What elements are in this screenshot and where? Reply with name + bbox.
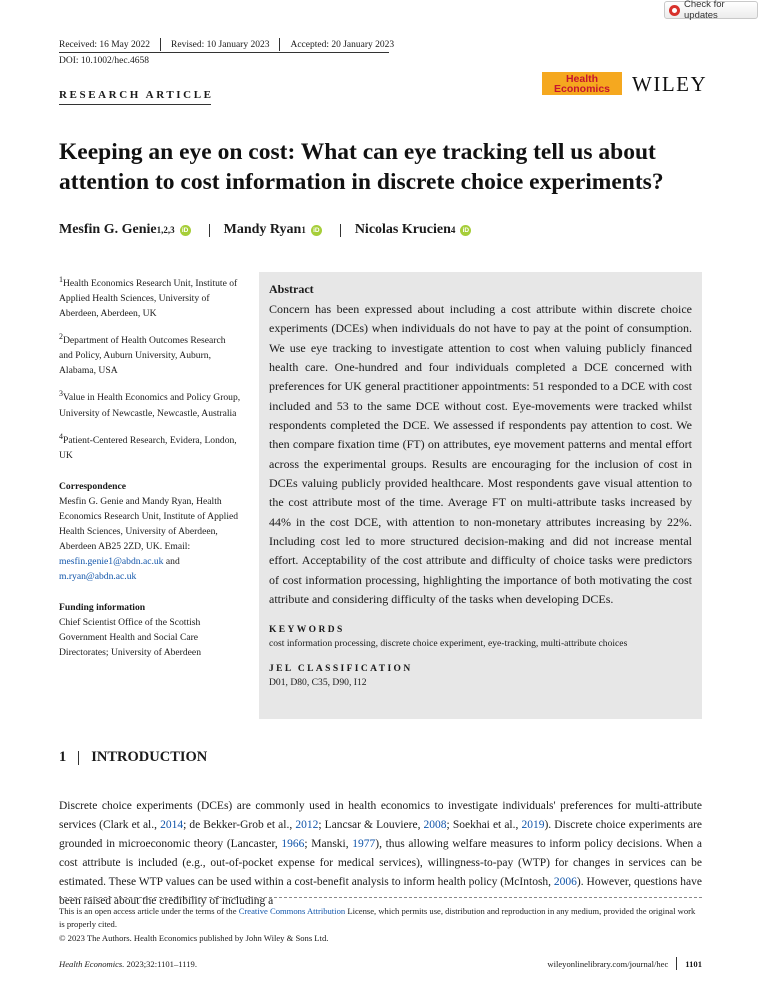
footer-url[interactable]: wileyonlinelibrary.com/journal/hec <box>547 958 669 969</box>
affiliation <box>59 429 241 463</box>
affiliation-number: 4 <box>59 431 63 441</box>
email-link[interactable]: m.ryan@abdn.ac.uk <box>59 570 137 582</box>
keywords-text: cost information processing, discrete choice experiment, eye-tracking, multi-attribute choices <box>269 637 628 649</box>
author-affiliation-sup: 1 <box>301 225 306 235</box>
page-footer <box>59 957 702 970</box>
jel-text: D01, D80, C35, D90, I12 <box>269 676 367 688</box>
divider <box>209 224 210 237</box>
citation-link[interactable]: 2014 <box>160 819 184 832</box>
health-economics-logo <box>542 72 622 95</box>
license-link[interactable]: Creative Commons Attribution <box>238 906 346 916</box>
orcid-icon[interactable]: iD <box>311 225 322 236</box>
keywords-heading: KEYWORDS <box>269 624 345 635</box>
divider <box>78 751 79 765</box>
orcid-icon[interactable]: iD <box>180 225 191 236</box>
crossmark-icon <box>669 5 680 16</box>
intro-text: ), thus allowing welfare measures to inform policy decisions. When a cost attribute is included (e.g., out-of-pocket expense for medical services), willingness-to-pay (WTP) for changes in services can be estimated. These WTP values can be used within a cost-benefit analysis to inform health policy (McIntosh, <box>59 838 702 889</box>
doi[interactable]: DOI: 10.1002/hec.4658 <box>59 56 149 66</box>
email-label: Email: <box>164 540 191 552</box>
intro-text: ; de Bekker-Grob et al., <box>183 819 296 832</box>
citation-link[interactable]: 2019 <box>521 819 545 832</box>
wiley-logo: WILEY <box>632 72 708 96</box>
copyright: © 2023 The Authors. Health Economics published by John Wiley & Sons Ltd. <box>59 933 329 943</box>
abstract-text: Concern has been expressed about including a cost attribute within discrete choice experiments (DCEs) when individuals do not have to pay at the point of consumption. We use eye tracking to investigate attention to cost when valuing publicly financed health care. One-hundred and four individuals completed a DCE concerned with preferences for UK general practitioner appointments: 51 responded to a DCE with cost included and 53 to the same DCE without cost. Eye-movements were tracked whilst respondents completed the DCE. We assessed if respondents pay attention to cost. We then compare fixation time (FT) on attributes, eye movement patterns and mental effort across the experimental groups. Results are encouraging for the inclusion of cost in DCEs valuing publicly provided healthcare. Most respondents gave visual attention to the cost attribute most of the time. Average FT on multi-attribute tasks increased by 44% in the cost DCE, with attention to non-monetary attributes increasing by 22%. Including cost led to more structured decision-making and did not increase mental effort. Acceptability of the cost attribute and difficulty of choice tasks were predictors of cost information processing, highlighting the importance of both motivating the cost attribute and considering difficulty of the tasks when developing DCEs. <box>269 302 692 607</box>
email-and: and <box>163 555 180 567</box>
sidebar <box>59 272 241 668</box>
footnote-divider <box>59 897 702 898</box>
affiliation-text: Patient-Centered Research, Evidera, London, UK <box>59 434 237 461</box>
affiliation-text: Department of Health Outcomes Research and Policy, Auburn University, Auburn, Alabama, USA <box>59 335 226 377</box>
author-list <box>59 222 475 238</box>
divider <box>676 957 677 970</box>
accepted-date: Accepted: 20 January 2023 <box>290 39 395 50</box>
intro-text: ). However, questions have been raised about the credibility of including a <box>59 876 702 908</box>
author-affiliation-sup: 1,2,3 <box>156 225 175 235</box>
correspondence-heading: Correspondence <box>59 480 126 492</box>
affiliation-text: Health Economics Research Unit, Institute of Applied Health Sciences, University of Aberdeen, Aberdeen, UK <box>59 278 238 320</box>
divider <box>279 38 280 51</box>
section-number: 1 <box>59 749 67 765</box>
header-rule <box>59 52 389 53</box>
page-number: 1101 <box>685 958 702 969</box>
funding-text: Chief Scientist Office of the Scottish Government Health and Social Care Directorates; University of Aberdeen <box>59 616 201 658</box>
check-for-updates-label: Check for updates <box>684 0 725 21</box>
email-link[interactable]: mesfin.genie1@abdn.ac.uk <box>59 555 164 567</box>
section-underline <box>59 104 211 105</box>
author-name[interactable]: Mandy Ryan <box>223 222 302 237</box>
intro-text: ; Soekhai et al., <box>446 819 522 832</box>
affiliation-text: Value in Health Economics and Policy Group, University of Newcastle, Newcastle, Australia <box>59 392 241 419</box>
logo-line-1: Health <box>565 73 599 85</box>
citation-link[interactable]: 1966 <box>281 838 305 851</box>
affiliation-number: 1 <box>59 275 63 284</box>
section-heading <box>59 749 207 766</box>
footer-citation: 2023;32:1101–1119. <box>124 958 197 969</box>
intro-text: ; Manski, <box>304 838 353 851</box>
citation-link[interactable]: 2006 <box>553 876 577 889</box>
citation-link[interactable]: 1977 <box>352 838 376 851</box>
abstract-box <box>259 272 702 719</box>
affiliation-number: 2 <box>59 332 63 342</box>
citation-link[interactable]: 2012 <box>295 819 319 832</box>
license-text: License, which permits use, distribution and reproduction in any medium, provided the original work is properly cited. <box>59 906 696 929</box>
section-title: INTRODUCTION <box>91 749 208 765</box>
affiliation <box>59 272 241 321</box>
orcid-icon[interactable]: iD <box>460 225 471 236</box>
abstract-heading: Abstract <box>269 282 314 296</box>
affiliation-number: 3 <box>59 389 63 399</box>
section-label: RESEARCH ARTICLE <box>59 89 214 101</box>
intro-text: ). Discrete choice experiments are grounded in microeconomic theory (Lancaster, <box>59 819 703 851</box>
intro-paragraph <box>59 797 702 912</box>
intro-text: Discrete choice experiments (DCEs) are commonly used in health economics to investigate individuals' preferences for multi-attribute services (Clark et al., <box>59 800 702 832</box>
jel-heading: JEL CLASSIFICATION <box>269 663 413 674</box>
article-dates <box>59 38 394 51</box>
affiliation <box>59 329 241 378</box>
footer-journal: Health Economics. <box>59 958 125 969</box>
check-for-updates-button[interactable] <box>664 1 758 19</box>
logo-line-2: Economics <box>553 83 611 95</box>
author-name[interactable]: Mesfin G. Genie <box>59 222 157 237</box>
citation-link[interactable]: 2008 <box>423 819 447 832</box>
divider <box>340 224 341 237</box>
affiliation <box>59 386 241 420</box>
received-date: Received: 16 May 2022 <box>59 39 151 50</box>
license-note <box>59 905 702 931</box>
funding-heading: Funding information <box>59 601 146 613</box>
revised-date: Revised: 10 January 2023 <box>171 39 270 50</box>
correspondence-address: Mesfin G. Genie and Mandy Ryan, Health Economics Research Unit, Institute of Applied Health Sciences, University of Aberdeen, Aberdeen AB25 2ZD, UK. <box>59 495 239 552</box>
article-title: Keeping an eye on cost: What can eye tracking tell us about attention to cost information in discrete choice experiments? <box>59 139 664 195</box>
author-affiliation-sup: 4 <box>450 225 456 235</box>
correspondence-text <box>59 494 241 584</box>
intro-text: ; Lancsar & Louviere, <box>318 819 424 832</box>
divider <box>160 38 161 51</box>
author-name[interactable]: Nicolas Krucien <box>354 222 451 237</box>
license-text: This is an open access article under the terms of the <box>59 906 239 916</box>
